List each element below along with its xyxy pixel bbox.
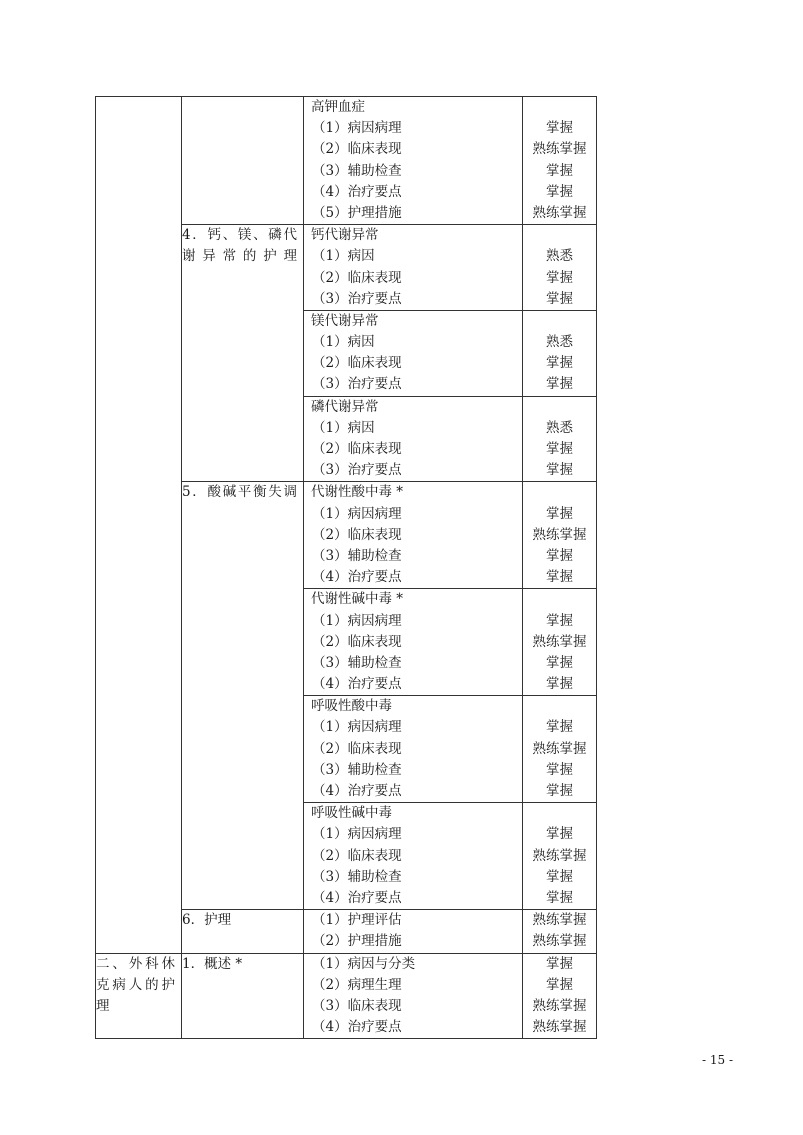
content-cell: [304, 589, 523, 696]
level-cell: [523, 589, 597, 696]
section-cell-empty: [96, 97, 182, 954]
content-cell: [304, 482, 523, 589]
level-cell: [523, 953, 597, 1039]
level-item: 掌握: [546, 120, 573, 137]
content-cell: [304, 953, 523, 1039]
level-item: 掌握: [546, 547, 573, 564]
content-item: （1）病因病理: [312, 826, 402, 843]
content-item: （3）治疗要点: [312, 462, 402, 479]
category-label: 6．护理: [182, 912, 232, 929]
table-row: [96, 97, 597, 225]
level-item: 熟悉: [546, 419, 573, 436]
level-cell: [523, 696, 597, 803]
category-cell-empty: [182, 97, 304, 225]
level-cell: [523, 97, 597, 225]
content-cell: [304, 396, 523, 482]
content-item: （3）治疗要点: [312, 290, 402, 307]
content-item: （3）辅助检查: [312, 868, 402, 885]
content-cell: [304, 97, 523, 225]
level-item: 掌握: [546, 269, 573, 286]
content-item: （3）辅助检查: [312, 654, 402, 671]
content-item: （2）临床表现: [312, 141, 402, 158]
level-item: 掌握: [546, 505, 573, 522]
content-item: （1）护理评估: [312, 912, 402, 929]
content-item: （3）治疗要点: [312, 376, 402, 393]
category-cell: [182, 225, 304, 482]
content-head: 高钾血症: [311, 99, 365, 115]
section-label: 二、外科休克病人的护理: [96, 955, 175, 1014]
content-item: （2）临床表现: [312, 633, 402, 650]
level-item: 掌握: [546, 955, 573, 972]
category-cell: [182, 482, 304, 910]
content-item: （4）治疗要点: [312, 889, 402, 906]
content-cell: [304, 910, 523, 953]
content-cell: [304, 803, 523, 910]
content-item: （4）治疗要点: [312, 783, 402, 799]
level-cell: [523, 310, 597, 396]
level-item: 熟练掌握: [532, 204, 587, 221]
content-head: 磷代谢异常: [311, 398, 379, 415]
level-item: 掌握: [546, 676, 573, 693]
level-item: 熟练掌握: [532, 740, 587, 757]
level-item: 掌握: [546, 290, 573, 307]
level-item: 熟练掌握: [532, 141, 587, 158]
content-item: （5）护理措施: [312, 204, 402, 221]
content-item: （4）治疗要点: [312, 1019, 402, 1036]
content-item: （2）护理措施: [312, 933, 402, 950]
content-item: （2）临床表现: [312, 526, 402, 543]
level-item: 掌握: [546, 441, 573, 457]
content-item: （3）辅助检查: [312, 761, 402, 778]
level-item: 掌握: [546, 376, 573, 393]
level-item: 熟悉: [546, 248, 573, 265]
content-item: （4）治疗要点: [312, 676, 402, 693]
content-item: （2）临床表现: [312, 847, 402, 864]
level-item: 熟练掌握: [532, 912, 587, 929]
level-item: 掌握: [546, 162, 573, 179]
content-item: （1）病因病理: [312, 612, 402, 629]
level-item: 熟练掌握: [532, 997, 587, 1014]
content-head: 代谢性碱中毒 *: [311, 591, 404, 608]
syllabus-table: [95, 96, 597, 1039]
content-cell: [304, 225, 523, 311]
content-item: （3）辅助检查: [312, 547, 402, 564]
content-item: （2）病理生理: [312, 976, 402, 993]
content-head: 呼吸性碱中毒: [311, 805, 392, 822]
content-item: （1）病因病理: [312, 505, 402, 522]
level-item: 熟练掌握: [532, 847, 587, 864]
level-item: 掌握: [546, 183, 573, 200]
content-item: （2）临床表现: [312, 441, 402, 457]
level-item: 掌握: [546, 826, 573, 843]
content-head: 镁代谢异常: [311, 312, 379, 329]
category-label: 4．钙、镁、磷代谢异常的护理: [182, 227, 297, 265]
level-cell: [523, 910, 597, 953]
level-item: 掌握: [546, 612, 573, 629]
level-item: 掌握: [546, 976, 573, 993]
content-cell: [304, 696, 523, 803]
level-item: 熟练掌握: [532, 526, 587, 543]
content-item: （1）病因: [312, 419, 375, 436]
content-head: 代谢性酸中毒 *: [311, 484, 404, 501]
content-item: （3）临床表现: [312, 997, 402, 1014]
level-item: 熟悉: [546, 334, 573, 351]
level-item: 掌握: [546, 868, 573, 885]
level-item: 掌握: [546, 889, 573, 906]
level-cell: [523, 396, 597, 482]
content-item: （1）病因病理: [312, 120, 402, 137]
category-cell: [182, 953, 304, 1039]
content-item: （1）病因: [312, 334, 375, 351]
content-item: （2）临床表现: [312, 355, 402, 372]
category-cell: [182, 910, 304, 953]
category-label: 5．酸碱平衡失调: [182, 484, 297, 501]
content-item: （2）临床表现: [312, 740, 402, 757]
content-head: 钙代谢异常: [311, 227, 379, 244]
level-item: 掌握: [546, 719, 573, 736]
content-head: 呼吸性酸中毒: [311, 698, 392, 715]
level-cell: [523, 225, 597, 311]
level-item: 熟练掌握: [532, 1019, 587, 1036]
level-cell: [523, 803, 597, 910]
content-item: （1）病因: [312, 248, 375, 265]
level-cell: [523, 482, 597, 589]
page-number: - 15 -: [701, 1053, 733, 1067]
content-item: （3）辅助检查: [312, 162, 402, 179]
category-label: 1．概述 *: [182, 955, 243, 972]
content-item: （2）临床表现: [312, 269, 402, 286]
content-item: （4）治疗要点: [312, 569, 402, 586]
content-item: （4）治疗要点: [312, 183, 402, 200]
level-item: 掌握: [546, 462, 573, 479]
section-cell: [96, 953, 182, 1039]
level-item: 掌握: [546, 355, 573, 372]
level-item: 熟练掌握: [532, 633, 587, 650]
level-item: 掌握: [546, 654, 573, 671]
table-row: [96, 953, 597, 1039]
content-cell: [304, 310, 523, 396]
level-item: 掌握: [546, 569, 573, 586]
level-item: 掌握: [546, 761, 573, 778]
content-item: （1）病因病理: [312, 719, 402, 736]
level-item: 熟练掌握: [532, 933, 587, 950]
content-item: （1）病因与分类: [312, 955, 416, 972]
level-item: 掌握: [546, 783, 573, 799]
syllabus-table-body: [96, 97, 597, 1039]
